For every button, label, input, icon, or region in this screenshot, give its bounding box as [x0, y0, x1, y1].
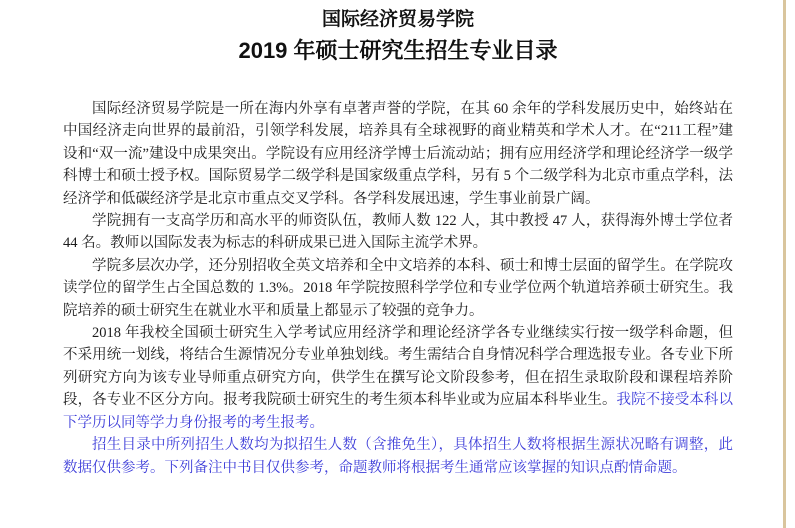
doc-title-line2: 2019 年硕士研究生招生专业目录 — [238, 38, 558, 63]
paragraph-faculty — [63, 210, 733, 255]
paragraph-text: 2018 年我校全国硕士研究生入学考试应用经济学和理论经济学各专业继续实行按一级学科命题，但不采用统一划线，将结合生源情况分专业单独划线。考生需结合自身情况科学合理选报专业。各专业下所列研究方向为该专业导师重点研究方向，供学生在撰写论文阶段参考，但在招生录取阶段和课程培养阶段，各专业不区分方向。报考我院硕士研究生的考生须本科毕业或为应届本科毕业生。 — [63, 325, 733, 409]
document-content — [63, 6, 733, 479]
paragraph-exam-policy — [63, 322, 733, 434]
document-body — [63, 98, 733, 479]
paragraph-intro — [63, 98, 733, 210]
paragraph-text: 国际经济贸易学院是一所在海内外享有卓著声誉的学院，在其 60 余年的学科发展历史中，始终站在中国经济走向世界的最前沿，引领学科发展，培养具有全球视野的商业精英和学术人才。在“211工程”建设和“双一流”建设中成果突出。学院设有应用经济学博士后流动站；拥有应用经济学和理论经济学一级学科博士和硕士授予权。国际贸易学二级学科是国家级重点学科，另有 5 个二级学科为北京市重点学科，法经济学和低碳经济学是北京市重点交叉学科。各学科发展迅速，学生事业前景广阔。 — [63, 101, 733, 207]
paragraph-enrollment-note — [63, 434, 733, 479]
doc-title-line1: 国际经济贸易学院 — [321, 9, 474, 30]
page-edge-line — [783, 0, 786, 528]
paragraph-text: 学院拥有一支高学历和高水平的师资队伍，教师人数 122 人，其中教授 47 人，获得海外博士学位者 44 名。教师以国际发表为标志的科研成果已进入国际主流学术界。 — [63, 213, 733, 252]
paragraph-text-blue-note: 我院不接受本科以下学历以同等学力身份报考的考生报考。 — [63, 392, 733, 431]
paragraph-text: 学院多层次办学，还分别招收全英文培养和全中文培养的本科、硕士和博士层面的留学生。在学院攻读学位的留学生占全国总数的 1.3%。2018 年学院按照科学学位和专业学位两个轨道培养硕士研究生。我院培养的硕士研究生在就业水平和质量上都显示了较强的竞争力。 — [63, 257, 733, 319]
paragraph-text-blue-note: 招生目录中所列招生人数均为拟招生人数（含推免生），具体招生人数将根据生源状况略有调整，此数据仅供参考。下列备注中书目仅供参考，命题教师将根据考生通常应该掌握的知识点酌情命题。 — [63, 437, 733, 476]
paragraph-programs — [63, 255, 733, 322]
